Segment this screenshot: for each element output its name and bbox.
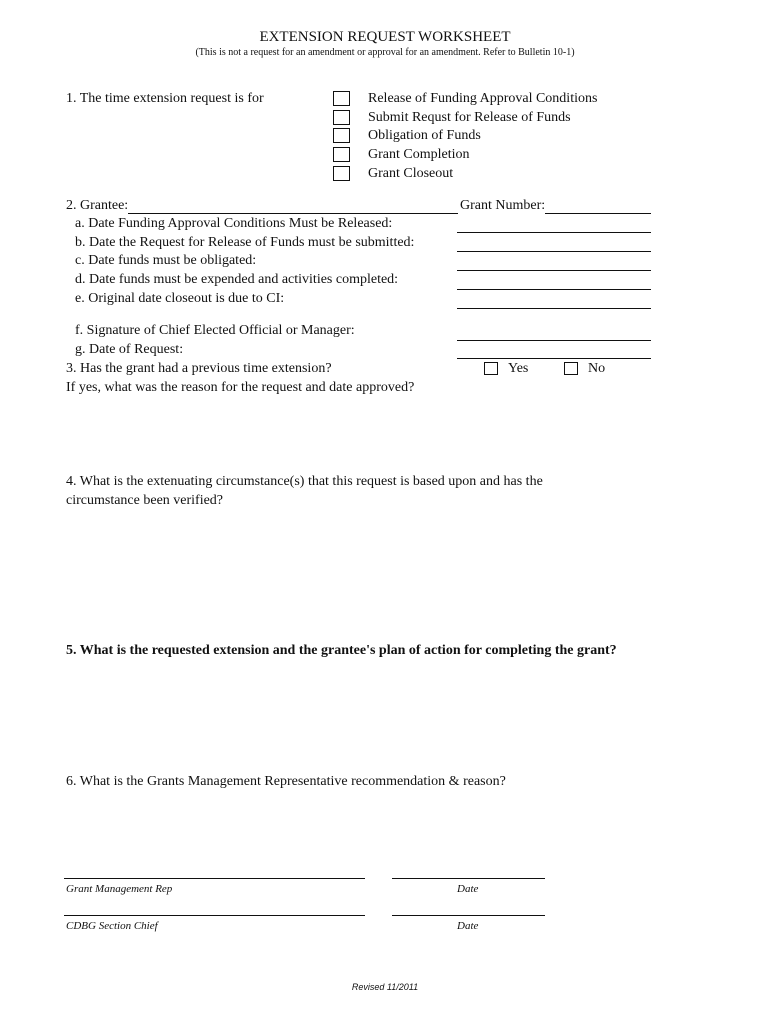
grantee-label: 2. Grantee:	[66, 198, 129, 213]
q3-followup: If yes, what was the reason for the request and date approved?	[66, 380, 415, 395]
revision-footer: Revised 11/2011	[351, 982, 419, 992]
q2d-field[interactable]	[457, 289, 651, 290]
q6-label: 6. What is the Grants Management Representative recommendation & reason?	[66, 774, 506, 789]
page-title: EXTENSION REQUEST WORKSHEET	[259, 29, 511, 45]
q4-line1: 4. What is the extenuating circumstance(s) that this request is based upon and has the	[66, 474, 543, 489]
option-grant-completion: Grant Completion	[368, 147, 470, 162]
q2a-field[interactable]	[457, 232, 651, 233]
q5-label: 5. What is the requested extension and the grantee's plan of action for completing the grant?	[66, 643, 617, 658]
option-release-conditions: Release of Funding Approval Conditions	[368, 91, 598, 106]
page-subtitle: (This is not a request for an amendment or approval for an amendment. Refer to Bulletin 10-1)	[195, 47, 575, 58]
q3-label: 3. Has the grant had a previous time extension?	[66, 361, 332, 376]
checkbox-release-conditions[interactable]	[333, 91, 350, 106]
no-label: No	[588, 361, 606, 376]
q2e-label: e. Original date closeout is due to CI:	[75, 291, 285, 306]
checkbox-yes[interactable]	[484, 362, 498, 375]
option-obligation: Obligation of Funds	[368, 128, 481, 143]
q1-label: 1. The time extension request is for	[66, 91, 264, 106]
q4-line2: circumstance been verified?	[66, 493, 224, 508]
checkbox-obligation[interactable]	[333, 128, 350, 143]
q2g-field[interactable]	[457, 358, 651, 359]
q2b-label: b. Date the Request for Release of Funds must be submitted:	[75, 235, 415, 250]
chief-signature-line[interactable]	[64, 915, 365, 916]
chief-date-label: Date	[457, 920, 479, 932]
option-submit-request: Submit Requst for Release of Funds	[368, 110, 571, 125]
grantee-field[interactable]	[128, 213, 458, 214]
rep-date-label: Date	[457, 883, 479, 895]
q2d-label: d. Date funds must be expended and activities completed:	[75, 272, 399, 287]
grant-number-field[interactable]	[545, 213, 651, 214]
q2f-label: f. Signature of Chief Elected Official or Manager:	[75, 323, 355, 338]
rep-signature-label: Grant Management Rep	[66, 883, 173, 895]
rep-date-line[interactable]	[392, 878, 545, 879]
checkbox-grant-closeout[interactable]	[333, 166, 350, 181]
q2a-label: a. Date Funding Approval Conditions Must be Released:	[75, 216, 393, 231]
q2b-field[interactable]	[457, 251, 651, 252]
chief-date-line[interactable]	[392, 915, 545, 916]
rep-signature-line[interactable]	[64, 878, 365, 879]
q2f-signature-field[interactable]	[457, 340, 651, 341]
option-grant-closeout: Grant Closeout	[368, 166, 454, 181]
chief-signature-label: CDBG Section Chief	[66, 920, 158, 932]
q2c-field[interactable]	[457, 270, 651, 271]
checkbox-no[interactable]	[564, 362, 578, 375]
yes-label: Yes	[508, 361, 529, 376]
q2g-label: g. Date of Request:	[75, 342, 184, 357]
grant-number-label: Grant Number:	[460, 198, 546, 213]
q2e-field[interactable]	[457, 308, 651, 309]
checkbox-grant-completion[interactable]	[333, 147, 350, 162]
q2c-label: c. Date funds must be obligated:	[75, 253, 257, 268]
checkbox-submit-request[interactable]	[333, 110, 350, 125]
